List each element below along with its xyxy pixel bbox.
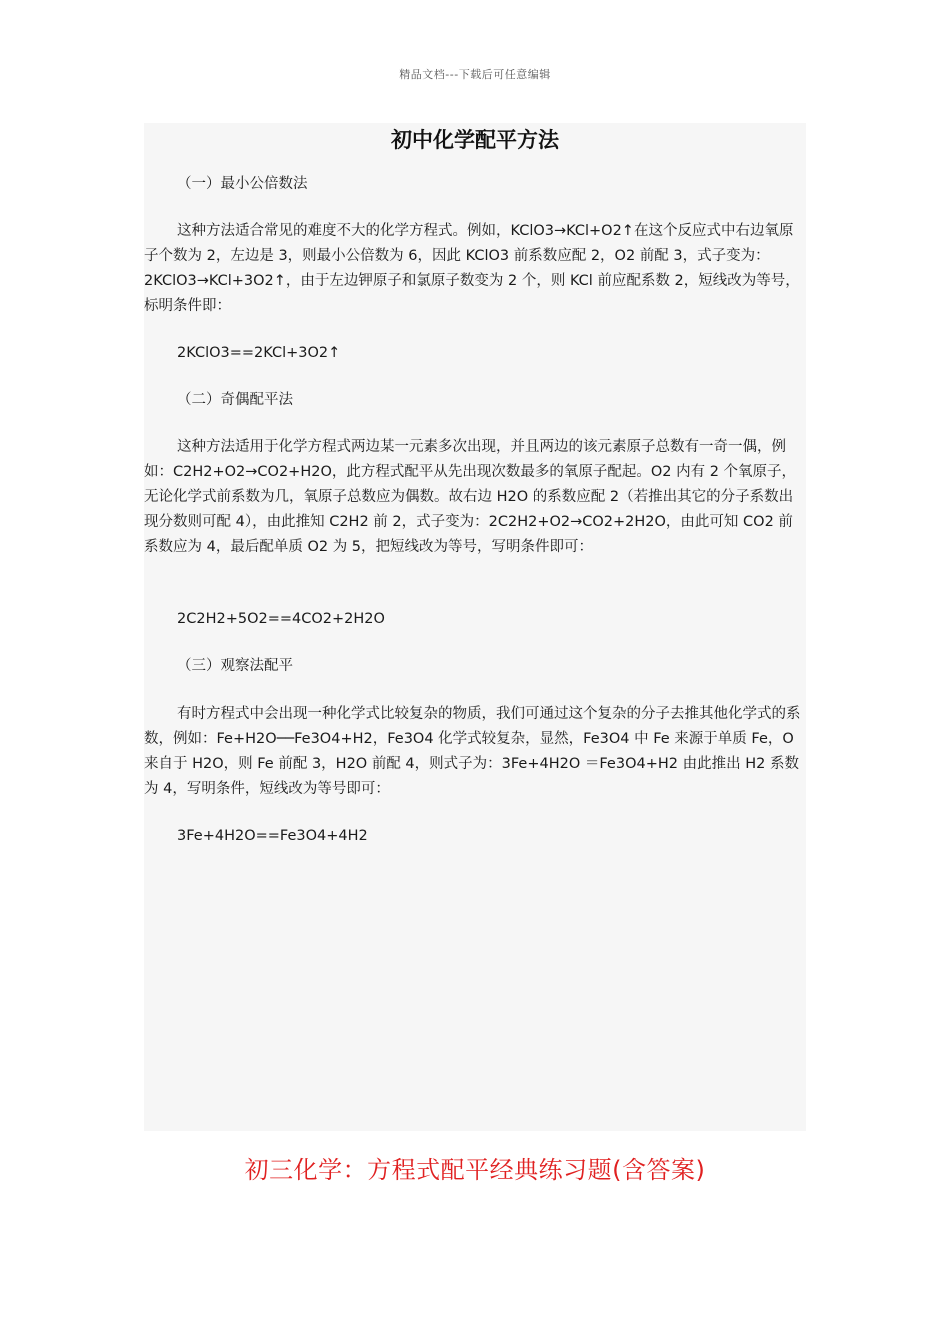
section1-body: 这种方法适合常见的难度不大的化学方程式。例如，KClO3→KCl+O2↑在这个反应式中右边氧原子个数为 2，左边是 3，则最小公倍数为 6，因此 KClO3 前系数应配 2，O2 前配 3，式子变为：2KClO3→KCl+3O2↑，由于左边钾原子和氯原子数变为 2 个，则 KCl 前应配系数 2，短线改为等号，标明条件即： [144,223,800,314]
section3-heading: （三）观察法配平 [177,658,293,674]
page-header: 精品文档---下载后可任意编辑 [399,68,551,81]
section1-heading: （一）最小公倍数法 [177,176,308,192]
section2-heading: （二）奇偶配平法 [177,392,293,408]
section2-equation: 2C2H2+5O2==4CO2+2H2O [177,611,385,627]
section2-body: 这种方法适用于化学方程式两边某一元素多次出现，并且两边的该元素原子总数有一奇一偶，例如：C2H2+O2→CO2+H2O，此方程式配平从先出现次数最多的氧原子配起。O2 内有 2 个氧原子，无论化学式前系数为几，氧原子总数应为偶数。故右边 H2O 的系数应配 2（若推出其它的分子系数出现分数则可配 4），由此推知 C2H2 前 2，式子变为：2C2H2+O2→CO2+2H2O，由此可知 CO2 前系数应为 4，最后配单质 O2 为 5，把短线改为等号，写明条件即可： [144,439,797,555]
section3-body: 有时方程式中会出现一种化学式比较复杂的物质，我们可通过这个复杂的分子去推其他化学式的系数，例如：Fe+H2O──Fe3O4+H2，Fe3O4 化学式较复杂，显然，Fe3O4 中 Fe 来源于单质 Fe，O 来自于 H2O，则 Fe 前配 3，H2O 前配 4，则式子为：3Fe+4H2O ＝Fe3O4+H2 由此推出 H2 系数为 4，写明条件，短线改为等号即可： [144,706,801,797]
section3-equation: 3Fe+4H2O==Fe3O4+4H2 [177,828,368,844]
footer-title: 初三化学：方程式配平经典练习题(含答案) [244,1156,706,1184]
section1-equation: 2KClO3==2KCl+3O2↑ [177,345,341,361]
document-title: 初中化学配平方法 [391,128,559,152]
